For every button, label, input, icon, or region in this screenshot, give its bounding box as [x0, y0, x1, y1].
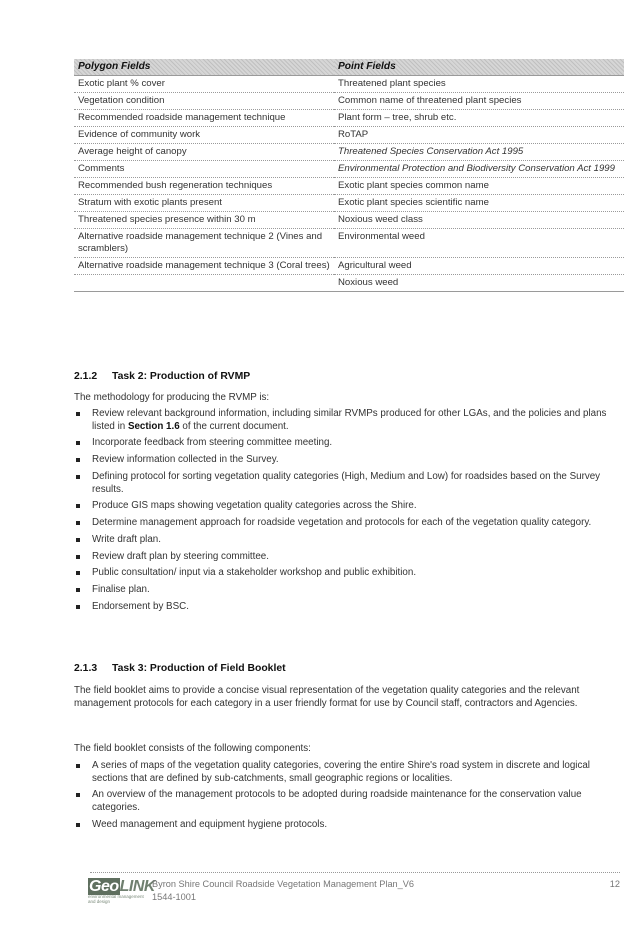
list-item	[74, 567, 614, 580]
point-field-cell: Noxious weed	[334, 275, 624, 292]
point-field-cell: Agricultural weed	[334, 258, 624, 275]
table-row	[74, 93, 624, 110]
fields-table	[74, 59, 624, 292]
list-item	[74, 601, 614, 614]
point-field-cell: Exotic plant species common name	[334, 178, 624, 195]
point-field-cell: Threatened Species Conservation Act 1995	[334, 144, 624, 161]
geolink-logo: GeoLINK environmental management and design	[88, 878, 155, 904]
polygon-field-cell: Exotic plant % cover	[74, 76, 334, 93]
list-item-text: Determine management approach for roadside vegetation and protocols for each of the vegetation quality category.	[92, 517, 592, 529]
list-item	[74, 500, 614, 513]
list-item-text: Write draft plan.	[92, 533, 161, 545]
table-row	[74, 212, 624, 229]
point-field-cell: Noxious weed class	[334, 212, 624, 229]
list-item-text: Defining protocol for sorting vegetation quality categories (High, Medium and Low) for roadsides based on the Survey results.	[92, 470, 601, 495]
bullet-icon	[76, 793, 80, 797]
list-item	[74, 551, 614, 564]
point-field-cell: Common name of threatened plant species	[334, 93, 624, 110]
table-header-row	[74, 59, 624, 76]
point-field-cell: Exotic plant species scientific name	[334, 195, 624, 212]
bullet-icon	[76, 412, 80, 416]
point-field-cell: Environmental Protection and Biodiversity Conservation Act 1999	[334, 161, 624, 178]
point-field-cell: Threatened plant species	[334, 76, 624, 93]
section-heading-2-1-2	[74, 371, 250, 382]
polygon-field-cell: Stratum with exotic plants present	[74, 195, 334, 212]
list-item-text: Review draft plan by steering committee.	[92, 550, 269, 562]
section-number: 2.1.2	[74, 371, 98, 382]
footer-divider	[90, 872, 620, 873]
list-item	[74, 584, 614, 597]
list-item	[74, 437, 614, 450]
booklet-description: The field booklet aims to provide a concise visual representation of the vegetation quality categories and the relevant management protocols for each category in a user friendly format for use by Council staff, contractors and Agencies.	[74, 685, 580, 709]
bullet-icon	[76, 605, 80, 609]
section-heading-2-1-3	[74, 663, 286, 674]
polygon-field-cell: Recommended bush regeneration techniques	[74, 178, 334, 195]
list-item	[74, 408, 614, 433]
list-item-text: Public consultation/ input via a stakeholder workshop and public exhibition.	[92, 567, 417, 579]
list-item	[74, 471, 614, 496]
table-body	[74, 76, 624, 292]
list-item-text: Review relevant background information, including similar RVMPs produced for other LGAs, and the policies and plans listed in	[92, 408, 607, 432]
bullet-icon	[76, 764, 80, 768]
point-field-cell: Plant form – tree, shrub etc.	[334, 110, 624, 127]
page-number: 12	[609, 879, 620, 889]
section-number: 2.1.3	[74, 663, 98, 674]
bullet-icon	[76, 588, 80, 592]
table-row	[74, 76, 624, 93]
polygon-field-cell: Evidence of community work	[74, 127, 334, 144]
point-field-cell: Environmental weed	[334, 229, 624, 258]
footer-document-code: 1544-1001	[152, 892, 196, 902]
table-row	[74, 127, 624, 144]
bullet-icon	[76, 458, 80, 462]
table-row	[74, 275, 624, 292]
polygon-field-cell: Vegetation condition	[74, 93, 334, 110]
list-item	[74, 534, 614, 547]
section-title: Task 3: Production of Field Booklet	[112, 663, 286, 674]
booklet-components-intro: The field booklet consists of the following components:	[74, 743, 311, 754]
list-item-text: A series of maps of the vegetation quality categories, covering the entire Shire's road system in discrete and logical sections that are defined by sub-catchments, small geographic regions or localities.	[92, 760, 590, 784]
polygon-field-cell: Threatened species presence within 30 m	[74, 212, 334, 229]
table-row	[74, 161, 624, 178]
list-item-text: Incorporate feedback from steering committee meeting.	[92, 437, 333, 449]
methodology-list	[74, 408, 614, 618]
bullet-icon	[76, 521, 80, 525]
bullet-icon	[76, 441, 80, 445]
list-item-text: of the current document.	[179, 420, 289, 432]
point-field-cell: RoTAP	[334, 127, 624, 144]
table-row	[74, 258, 624, 275]
header-polygon-fields: Polygon Fields	[74, 59, 334, 76]
table-row	[74, 144, 624, 161]
polygon-field-cell	[74, 275, 334, 292]
header-point-fields: Point Fields	[334, 59, 624, 76]
table-row	[74, 110, 624, 127]
polygon-field-cell: Alternative roadside management technique 3 (Coral trees)	[74, 258, 334, 275]
section-reference: Section 1.6	[127, 420, 180, 432]
list-item-text: Finalise plan.	[92, 584, 150, 596]
list-item-text: An overview of the management protocols to be adopted during roadside maintenance for the conservation value categories.	[92, 789, 582, 813]
polygon-field-cell: Alternative roadside management technique 2 (Vines and scramblers)	[74, 229, 334, 258]
polygon-field-cell: Recommended roadside management technique	[74, 110, 334, 127]
bullet-icon	[76, 538, 80, 542]
bullet-icon	[76, 504, 80, 508]
table-row	[74, 195, 624, 212]
table-row	[74, 178, 624, 195]
section-title: Task 2: Production of RVMP	[112, 371, 251, 382]
polygon-field-cell: Comments	[74, 161, 334, 178]
booklet-components-list	[74, 760, 614, 836]
bullet-icon	[76, 823, 80, 827]
footer-document-title: Byron Shire Council Roadside Vegetation Management Plan_V6	[152, 879, 415, 889]
bullet-icon	[76, 555, 80, 559]
list-item-text: Review information collected in the Survey.	[92, 454, 279, 466]
list-item	[74, 454, 614, 467]
list-item	[74, 789, 614, 814]
polygon-field-cell: Average height of canopy	[74, 144, 334, 161]
list-item-text: Endorsement by BSC.	[92, 601, 189, 612]
list-item-text: Produce GIS maps showing vegetation quality categories across the Shire.	[92, 500, 417, 512]
list-item-text: Weed management and equipment hygiene protocols.	[92, 818, 328, 830]
bullet-icon	[76, 475, 80, 479]
methodology-intro: The methodology for producing the RVMP is:	[74, 392, 270, 403]
list-item	[74, 517, 614, 530]
table-row	[74, 229, 624, 258]
bullet-icon	[76, 571, 80, 575]
list-item	[74, 760, 614, 785]
list-item	[74, 819, 614, 832]
